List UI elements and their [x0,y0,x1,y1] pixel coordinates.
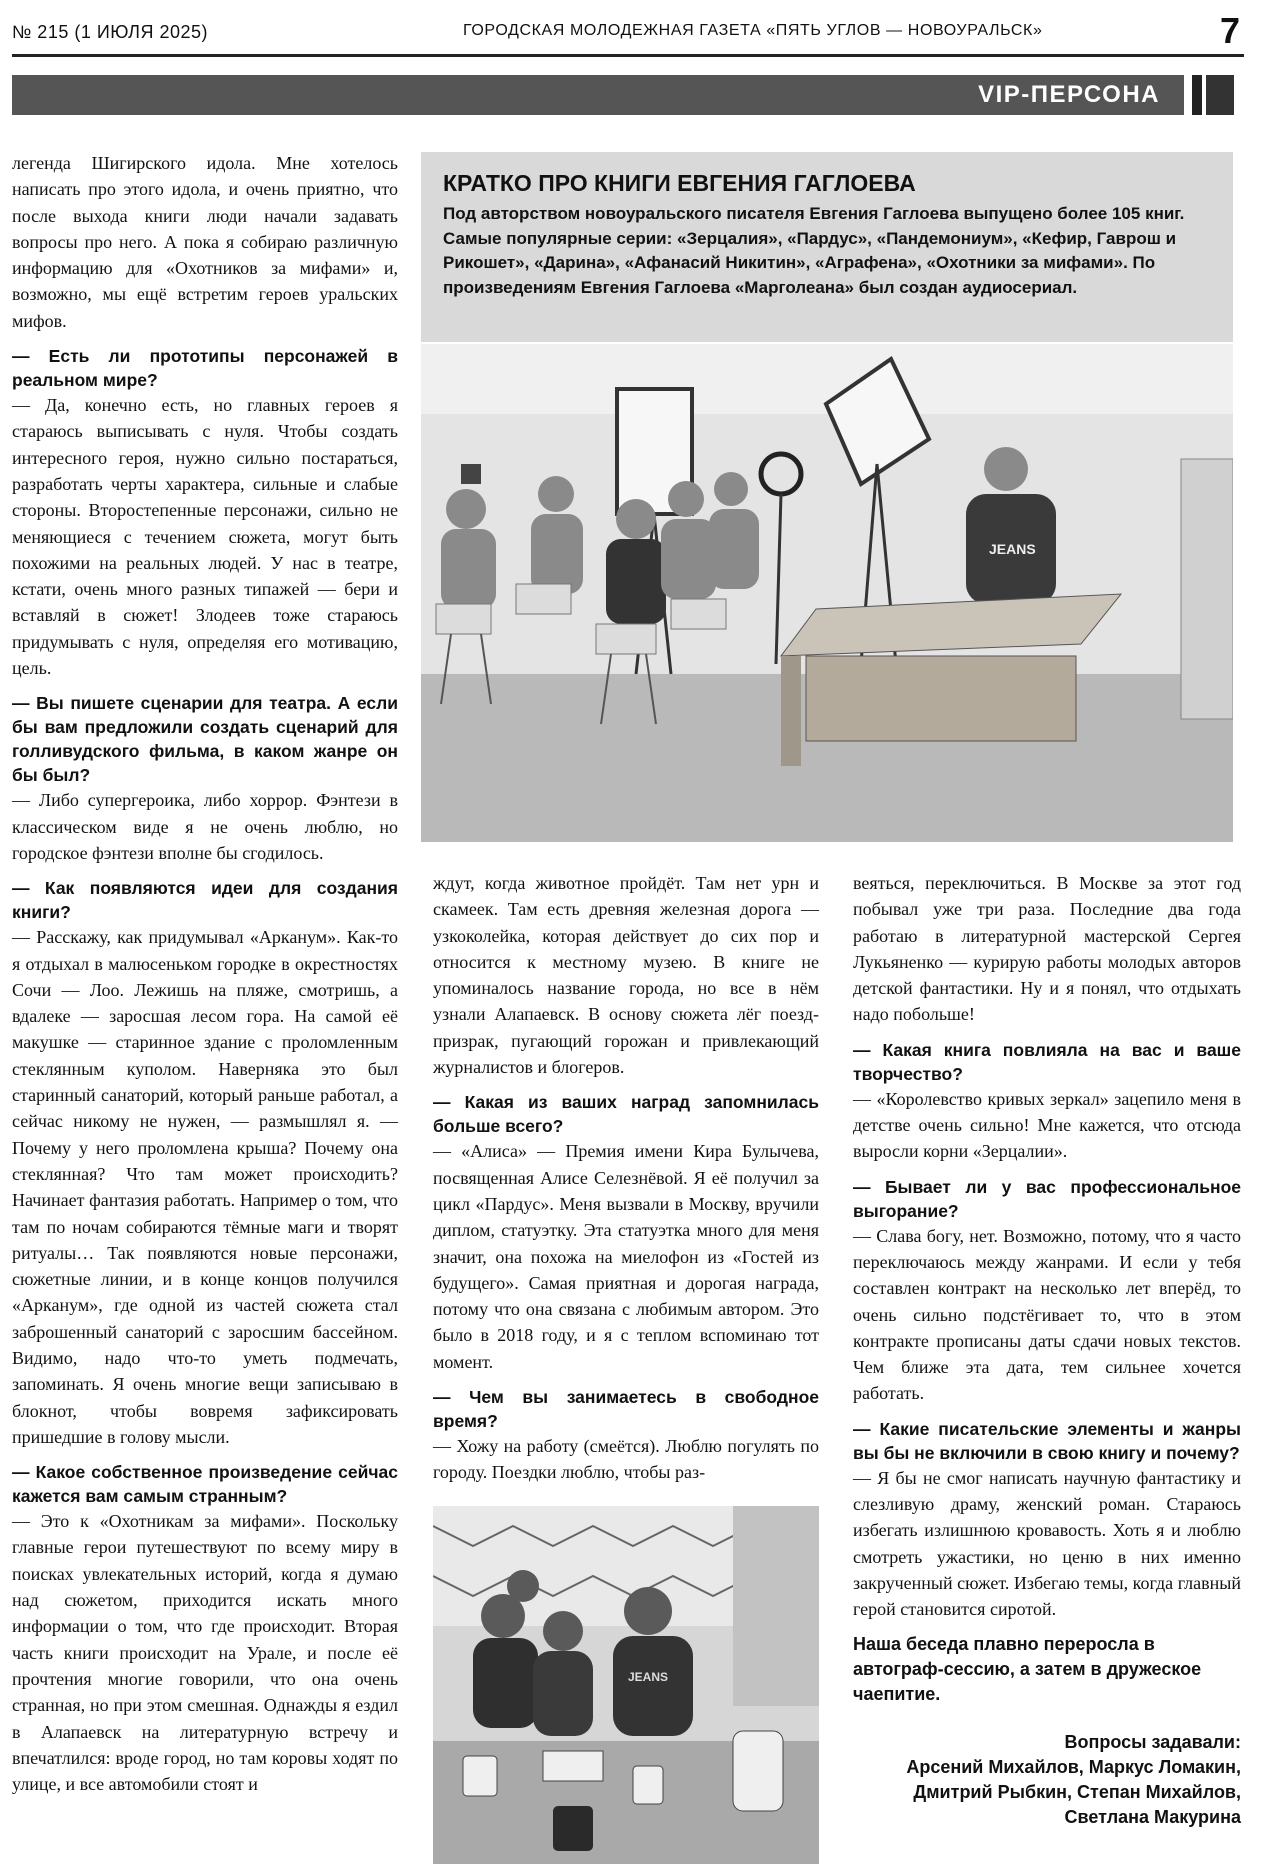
question: — Бывает ли у вас профессиональное выгорание? [853,1176,1241,1221]
paragraph: — «Королевство кривых зеркал» зацепило меня в детстве очень сильно! Мне кажется, что отсюда выросли корни «Зерцалии». [853,1088,1241,1162]
article-conclusion: Наша беседа плавно переросла в автограф-сессию, а затем в дружеское чаепитие. [853,1634,1202,1704]
photo-shirt-text: JEANS [989,541,1036,557]
info-box-text: Под авторством новоуральского писателя Евгения Гаглоева выпущено более 105 книг. Самые популярные серии: «Зерцалия», «Пардус», «Пандемониум», «Кефир, Гаврош и Рикошет», «Дарина», «Афанасий Никитин», «Аграфена», «Охотники за мифами». По произведениям Евгения Гаглоева «Марголеана» был создан аудиосериал. [443,204,1185,297]
paragraph: веяться, переключиться. В Москве за этот год побывал уже три раза. Последние два года работаю в литературной мастерской Сергея Лукьяненко — курирую работы молодых авторов детской фантастики. Ну и я понял, что отдыхать надо побольше! [853,873,1241,1025]
rubric-bar [12,75,1184,115]
question: — Как появляются идеи для создания книги? [12,878,398,923]
question: — Вы пишете сценарии для театра. А если бы вам предложили создать сценарий для голливудского фильма, в каком жанре он бы был? [12,693,398,786]
tea-party-photo-illustration [433,1506,819,1864]
paragraph: ждут, когда животное пройдёт. Там нет урн и скамеек. Там есть древняя железная дорога — узкоколейка, которая действует до сих пор и относится к местному музею. В книге не упоминалось название города, но все в нём узнали Алапаевск. В основу сюжета лёг поезд-призрак, пугающий горожан и привлекающий журналистов и блогеров. [433,873,819,1078]
question: — Какая книга повлияла на вас и ваше творчество? [853,1039,1241,1084]
tea-party-photo [433,1506,819,1864]
paragraph: — Да, конечно есть, но главных героев я стараюсь выписывать с нуля. Чтобы создать интересного героя, нужно сильно постараться, разработать черты характера, сильные и слабые стороны. Второстепенные персонажи, сильно не меняющиеся с течением сюжета, могут быть похожими на реальных людей. У нас в театре, кстати, очень много разных типажей — бери и вставляй в сюжет! Злодеев тоже стараюсь придумывать с нуля, определяя его мотивацию, цель. [12,395,398,679]
question: — Чем вы занимаетесь в свободное время? [433,1387,819,1432]
question: — Какие писательские элементы и жанры вы бы не включили в свою книгу и почему? [853,1418,1241,1463]
info-box-title: КРАТКО ПРО КНИГИ ЕВГЕНИЯ ГАГЛОЕВА [443,170,916,196]
credits-name-line: Арсений Михайлов, Маркус Ломакин, [906,1757,1241,1777]
header-divider [12,54,1244,57]
question: — Есть ли прототипы персонажей в реальном мире? [12,346,398,391]
credits-label: Вопросы задавали: [1064,1732,1241,1752]
paragraph: — Это к «Охотникам за мифами». Поскольку главные герои путешествуют по всему миру в поисках увлекательных историй, когда я думаю над сюжетом, приходится искать много информации о том, что где происходит. Вторая часть книги происходит на Урале, и после её прочтения многие говорили, что она очень странная, но при этом смешная. Однажды я ездил в Алапаевск на литературную встречу и впечатлился: вроде город, но там коровы ходят по улице, и все автомобили стоят и [12,1511,398,1795]
paragraph: — «Алиса» — Премия имени Кира Булычева, посвященная Алисе Селезнёвой. Я её получил за цикл «Пардус». Меня вызвали в Москву, вручили диплом, статуэтку. Эта статуэтка много для меня значит, она похожа на миелофон из «Гостей из будущего». Самая приятная и дорогая награда, потому что она связана с любимым автором. Это было в 2018 году, и я с теплом вспоминаю тот момент. [433,1141,819,1372]
credits-name-line: Светлана Макурина [1064,1807,1241,1827]
paragraph: — Либо супергероика, либо хоррор. Фэнтези в классическом виде я не очень люблю, но городское фэнтези вполне бы сгодилось. [12,790,398,863]
article-column-3 [853,870,1241,1623]
rubric-block [1192,75,1202,115]
credits-name-line: Дмитрий Рыбкин, Степан Михайлов, [913,1782,1241,1802]
newspaper-title: ГОРОДСКАЯ МОЛОДЕЖНАЯ ГАЗЕТА «ПЯТЬ УГЛОВ — НОВОУРАЛЬСК» [463,22,1043,39]
article-column-1 [12,150,398,1797]
info-box [421,152,1233,342]
photo-shirt-text: JEANS [628,1670,669,1684]
paragraph: легенда Шигирского идола. Мне хотелось написать про этого идола, и очень приятно, что после выхода книги люди начали задавать вопросы про него. А пока я собираю различную информацию для «Охотников за мифами» и, возможно, мы ещё встретим героев уральских мифов. [12,153,398,331]
rubric-end-block [1206,75,1234,115]
page-number: 7 [1219,10,1240,51]
issue-number: № 215 (1 ИЮЛЯ 2025) [12,22,209,42]
credits [853,1730,1241,1830]
article-column-2 [433,870,819,1486]
interview-photo [421,344,1233,842]
interview-photo-illustration [421,344,1233,842]
question: — Какая из ваших наград запомнилась больше всего? [433,1092,819,1137]
paragraph: — Хожу на работу (смеётся). Люблю погулять по городу. Поездки люблю, чтобы раз- [433,1436,819,1483]
question: — Какое собственное произведение сейчас кажется вам самым странным? [12,1462,398,1507]
paragraph: — Я бы не смог написать научную фантастику и слезливую драму, женский роман. Стараюсь избегать излишнюю кровавость. Хоть я и люблю смотреть ужастики, но ценю в них именно закрученный сюжет. Избегаю темы, когда главный герой становится сиротой. [853,1467,1241,1620]
paragraph: — Расскажу, как придумывал «Арканум». Как-то я отдыхал в малюсеньком городке в окрестностях Сочи — Лоо. Лежишь на пляже, смотришь, а вдалеке — заросшая лесом гора. На самой её макушке — старинное здание с проломленным стеклянным куполом. Наверняка это был старинный санаторий, который раньше работал, а сейчас никому не нужен, — размышлял я. — Почему у него проломлена крыша? Почему она стеклянная? Что там может происходить? Начинает фантазия работать. Например о том, что там по ночам собираются тёмные маги и творят ритуалы… Так появляются новые персонажи, сюжетные линии, и в конце концов получился «Арканум», где одной из частей сюжета стал заброшенный санаторий с заросшим бассейном. Видимо, надо что-то уметь подмечать, запоминать. Я очень многие вещи записываю в блокнот, чтобы вовремя зафиксировать пришедшие в голову мысли. [12,927,398,1447]
paragraph: — Слава богу, нет. Возможно, потому, что я часто переключаюсь между жанрами. И если у тебя составлен контракт на несколько лет вперёд, то очень сильно подстёгивает то, что в этом контракте прописаны даты сдачи новых текстов. Чем ближе эта дата, тем сильнее хочется работать. [853,1225,1241,1404]
rubric-gap [1184,75,1192,115]
rubric-label: VIP-ПЕРСОНА [978,81,1160,108]
